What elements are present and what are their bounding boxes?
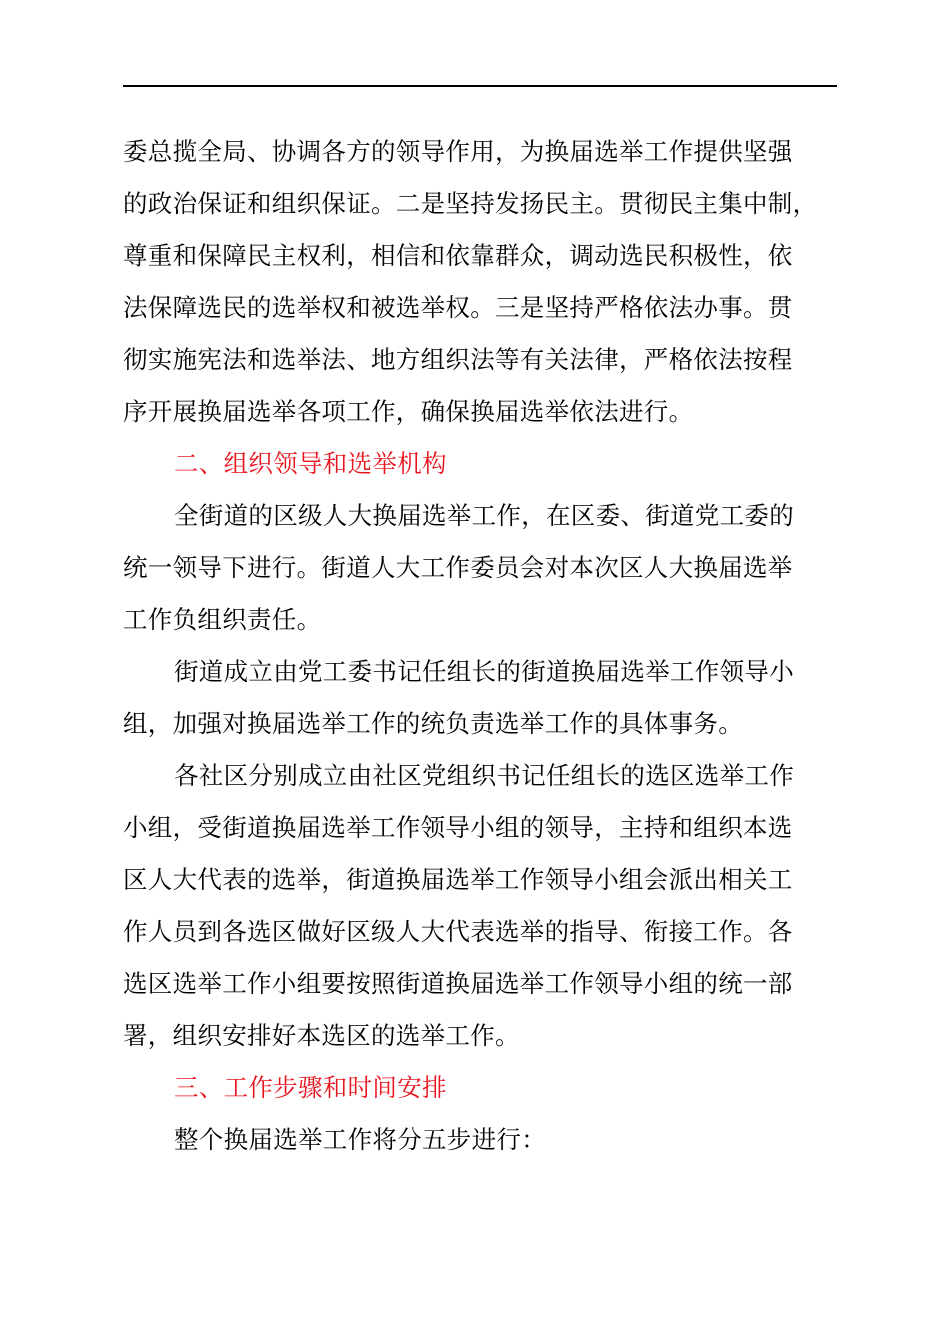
paragraph-line: 各社区分别成立由社区党组织书记任组长的选区选举工作 [174, 761, 794, 790]
paragraph-line: 整个换届选举工作将分五步进行： [174, 1125, 546, 1154]
paragraph-line: 尊重和保障民主权利，相信和依靠群众，调动选民积极性，依 [123, 241, 793, 270]
paragraph-line: 作人员到各选区做好区级人大代表选举的指导、衔接工作。各 [123, 917, 793, 946]
paragraph-line: 统一领导下进行。街道人大工作委员会对本次区人大换届选举 [123, 553, 793, 582]
section-heading: 二、组织领导和选举机构 [174, 449, 447, 478]
header-rule [123, 85, 837, 87]
section-heading: 三、工作步骤和时间安排 [174, 1073, 447, 1102]
paragraph-line: 小组，受街道换届选举工作领导小组的领导，主持和组织本选 [123, 813, 793, 842]
document-body [123, 126, 837, 1166]
paragraph-line: 选区选举工作小组要按照街道换届选举工作领导小组的统一部 [123, 969, 793, 998]
paragraph-line: 法保障选民的选举权和被选举权。三是坚持严格依法办事。贯 [123, 293, 793, 322]
paragraph-line: 组，加强对换届选举工作的统负责选举工作的具体事务。 [123, 709, 743, 738]
paragraph-line: 彻实施宪法和选举法、地方组织法等有关法律，严格依法按程 [123, 345, 793, 374]
paragraph-line: 全街道的区级人大换届选举工作，在区委、街道党工委的 [174, 501, 794, 530]
paragraph-line: 街道成立由党工委书记任组长的街道换届选举工作领导小 [174, 657, 794, 686]
paragraph-line: 的政治保证和组织保证。二是坚持发扬民主。贯彻民主集中制， [123, 189, 818, 218]
paragraph-line: 序开展换届选举各项工作，确保换届选举依法进行。 [123, 397, 694, 426]
paragraph-line: 署，组织安排好本选区的选举工作。 [123, 1021, 520, 1050]
paragraph-line: 委总揽全局、协调各方的领导作用，为换届选举工作提供坚强 [123, 137, 793, 166]
paragraph-line: 区人大代表的选举，街道换届选举工作领导小组会派出相关工 [123, 865, 793, 894]
paragraph-line: 工作负组织责任。 [123, 605, 322, 634]
